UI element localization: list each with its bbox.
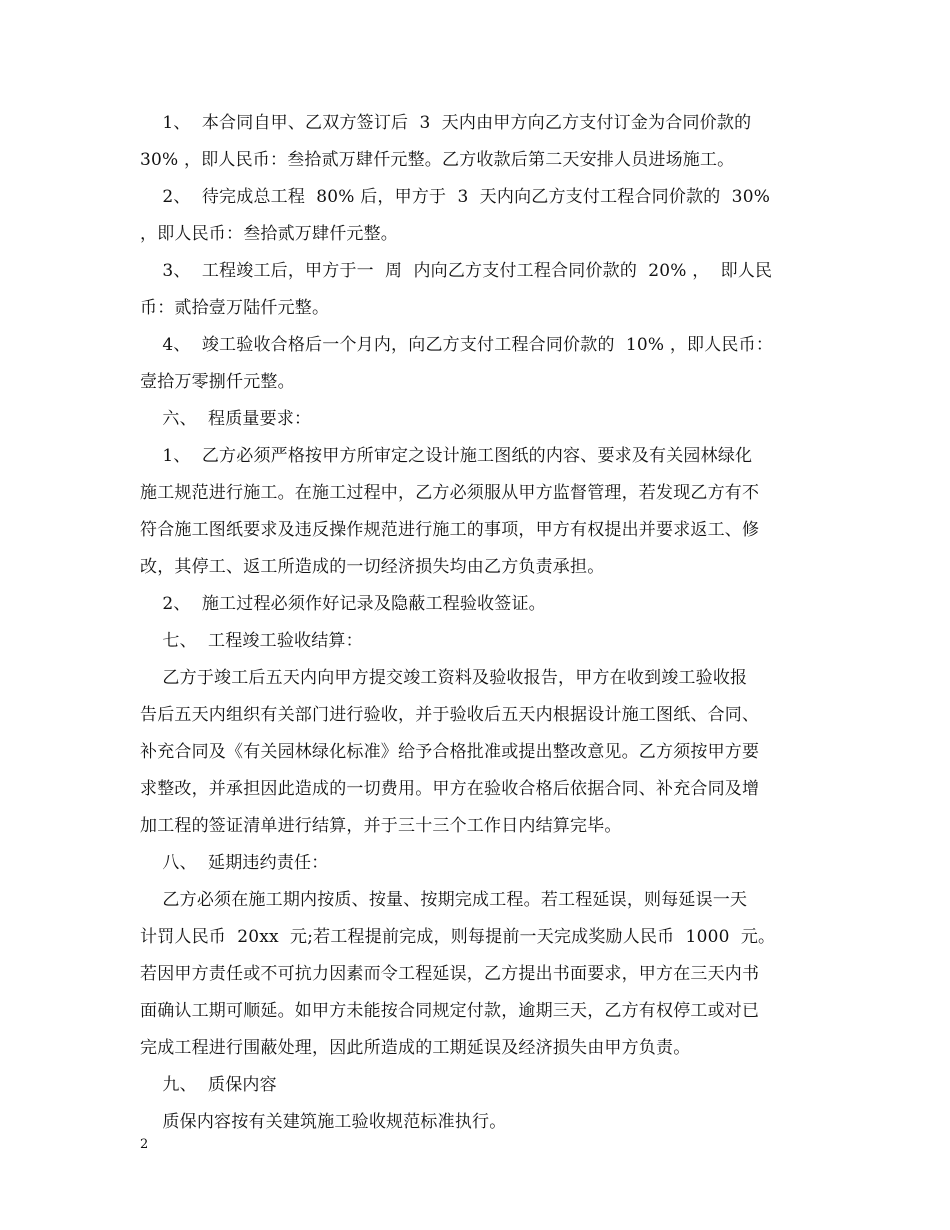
text-line: 补充合同及《有关园林绿化标准》给予合格批准或提出整改意见。乙方须按甲方要 bbox=[140, 742, 760, 762]
text-line: 壹拾万零捌仟元整。 bbox=[140, 372, 295, 392]
text-line: 3、 工程竣工后，甲方于一 周 内向乙方支付工程合同价款的 20% ， 即人民 bbox=[140, 261, 773, 281]
text-line: 完成工程进行围蔽处理，因此所造成的工期延误及经济损失由甲方负责。 bbox=[140, 1038, 691, 1058]
text-line: 质保内容按有关建筑施工验收规范标准执行。 bbox=[140, 1112, 507, 1132]
text-line: 乙方于竣工后五天内向甲方提交竣工资料及验收报告，甲方在收到竣工验收报 bbox=[140, 668, 748, 688]
text-line: 30% ，即人民币：叁拾贰万肆仟元整。乙方收款后第二天安排人员进场施工。 bbox=[140, 150, 735, 170]
text-line: 计罚人民币 20xx 元;若工程提前完成，则每提前一天完成奖励人民币 1000 元。 bbox=[140, 927, 776, 947]
section-heading: 六、 程质量要求： bbox=[140, 409, 312, 429]
section-heading: 九、 质保内容 bbox=[140, 1075, 277, 1095]
text-line: 1、 乙方必须严格按甲方所审定之设计施工图纸的内容、要求及有关园林绿化 bbox=[140, 446, 753, 466]
text-line: 符合施工图纸要求及违反操作规范进行施工的事项，甲方有权提出并要求返工、修 bbox=[140, 520, 760, 540]
text-line: 加工程的签证清单进行结算，并于三十三个工作日内结算完毕。 bbox=[140, 816, 622, 836]
text-line: 2、 待完成总工程 80% 后，甲方于 3 天内向乙方支付工程合同价款的 30% bbox=[140, 187, 771, 207]
text-line: 币：贰拾壹万陆仟元整。 bbox=[140, 298, 330, 318]
section-heading: 七、 工程竣工验收结算： bbox=[140, 631, 363, 651]
text-line: 4、 竣工验收合格后一个月内，向乙方支付工程合同价款的 10% ，即人民币： bbox=[140, 335, 774, 355]
text-line: 改，其停工、返工所造成的一切经济损失均由乙方负责承担。 bbox=[140, 557, 605, 577]
text-line: 乙方必须在施工期内按质、按量、按期完成工程。若工程延误，则每延误一天 bbox=[140, 890, 748, 910]
page-number: 2 bbox=[140, 1137, 149, 1152]
text-line: 告后五天内组织有关部门进行验收，并于验收后五天内根据设计施工图纸、合同、 bbox=[140, 705, 760, 725]
text-line: 2、 施工过程必须作好记录及隐蔽工程验收签证。 bbox=[140, 594, 546, 614]
text-line: 面确认工期可顺延。如甲方未能按合同规定付款，逾期三天，乙方有权停工或对已 bbox=[140, 1001, 760, 1021]
text-line: 若因甲方责任或不可抗力因素而令工程延误，乙方提出书面要求，甲方在三天内书 bbox=[140, 964, 760, 984]
text-line: ，即人民币：叁拾贰万肆仟元整。 bbox=[140, 224, 398, 244]
text-line: 1、 本合同自甲、乙双方签订后 3 天内由甲方向乙方支付订金为合同价款的 bbox=[140, 113, 752, 133]
text-line: 施工规范进行施工。在施工过程中，乙方必须服从甲方监督管理，若发现乙方有不 bbox=[140, 483, 760, 503]
text-line: 求整改，并承担因此造成的一切费用。甲方在验收合格后依据合同、补充合同及增 bbox=[140, 779, 760, 799]
section-heading: 八、 延期违约责任： bbox=[140, 853, 329, 873]
